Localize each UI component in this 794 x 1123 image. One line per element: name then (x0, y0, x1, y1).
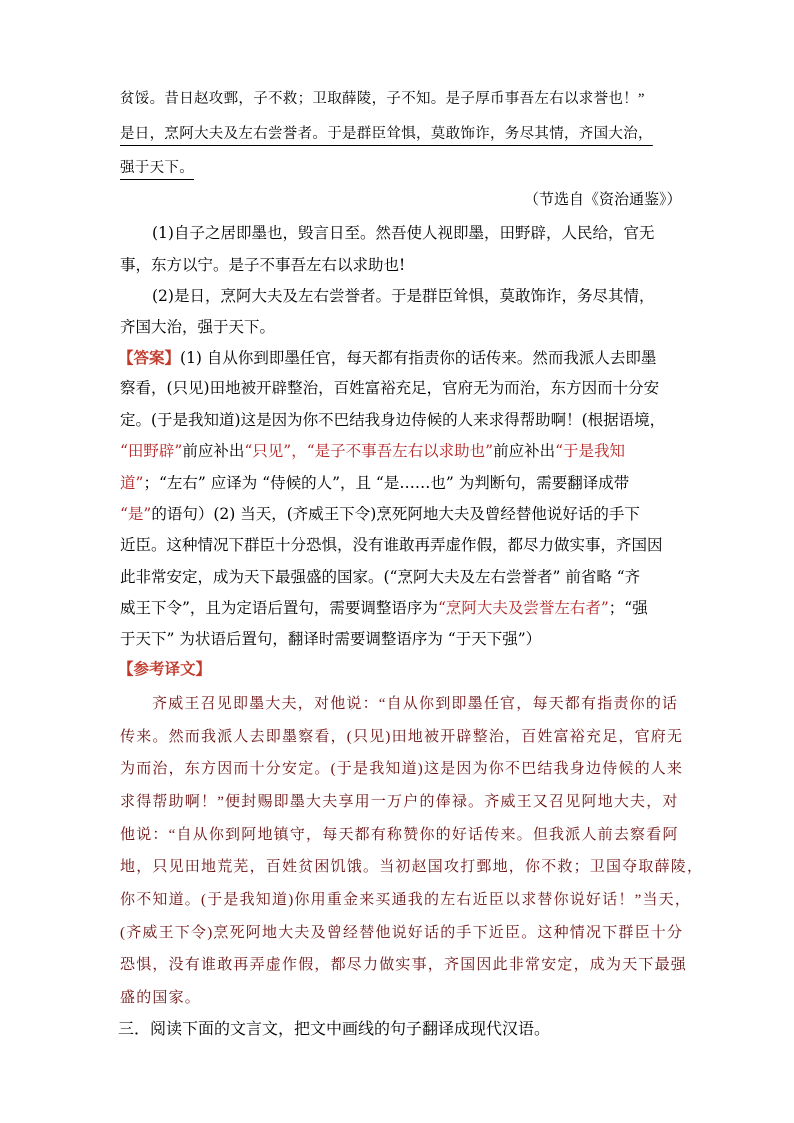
question-2-line-2: 齐国大治，强于天下。 (120, 318, 276, 336)
reference-line-5: 他说：“自从你到阿地镇守，每天都有称赞你的好话传来。但我派人前去察看阿 (120, 827, 679, 843)
question-1-line-2: 事，东方以宁。是子不事吾左右以求助也! (120, 256, 406, 274)
passage-source: （节选自《资治通鉴》） (524, 190, 682, 208)
answer-highlight: “是” (120, 505, 152, 523)
passage-line-1: 贫馁。昔日赵攻鄄，子不救；卫取薛陵，子不知。是子厚币事吾左右以求誉也！” (120, 91, 645, 107)
answer-text: 前应补出 (493, 442, 556, 460)
answer-line-7: 近臣。这种情况下群臣十分恐惧，没有谁敢再弄虚作假，都尽力做实事，齐国因 (120, 536, 663, 554)
reference-line-8: (齐威王下令)烹死阿地大夫及曾经替他说好话的手下近臣。这种情况下群臣十分 (120, 925, 684, 941)
answer-highlight: “田野辟” (120, 442, 183, 460)
reference-line-7: 你不知道。(于是我知道)你用重金来买通我的左右近臣以求替你说好话！”当天， (120, 892, 692, 908)
reference-line-9: 恐惧，没有谁敢再弄虚作假，都尽力做实事，齐国因此非常安定，成为天下最强 (120, 957, 688, 973)
reference-line-10: 盛的国家。 (120, 990, 202, 1006)
reference-line-3: 为而治，东方因而十分安定。(于是我知道)这是因为你不巴结我身边侍候的人来 (120, 761, 684, 777)
question-1-line-1: (1)自子之居即墨也，毁言日至。然吾使人视即墨，田野辟，人民给，官无 (152, 224, 655, 242)
answer-label: 【答案】 (118, 348, 181, 367)
answer-text: (1) 自从你到即墨任官，每天都有指责你的话传来。然而我派人去即墨 (180, 349, 657, 367)
reference-line-2: 传来。然而我派人去即墨察看，(只见)田地被开辟整治，百姓富裕充足，官府无 (120, 729, 684, 745)
answer-highlight: “于是我知 (555, 442, 626, 460)
answer-line-1 (118, 350, 656, 367)
passage-line-2-underlined: 是日，烹阿大夫及左右尝誉者。于是群臣耸惧，莫敢饰诈，务尽其情，齐国大治， (120, 126, 653, 142)
answer-line-10: 于天下” 为状语后置句，翻译时需要调整语序为 “于天下强”） (120, 630, 542, 648)
answer-text: 前应补出 (182, 442, 245, 460)
section-3-heading: 三．阅读下面的文言文，把文中画线的句子翻译成现代汉语。 (118, 1019, 551, 1038)
reference-label: 【参考译文】 (118, 659, 212, 678)
answer-line-8: 此非常安定，成为天下最强盛的国家。(“烹阿大夫及左右尝誉者” 前省略 “齐 (120, 568, 641, 586)
answer-line-2: 察看，(只见)田地被开辟整治，百姓富裕充足，官府无为而治，东方因而十分安 (120, 379, 660, 397)
reference-line-4: 求得帮助啊！”便封赐即墨大夫享用一万户的俸禄。齐威王又召见阿地大夫，对 (120, 794, 679, 810)
question-2-line-1: (2)是日，烹阿大夫及左右尝誉者。于是群臣耸惧，莫敢饰诈，务尽其情， (152, 287, 655, 305)
answer-text: 的语句）(2) 当天，(齐威王下令)烹死阿地大夫及曾经替他说好话的手下 (151, 505, 640, 523)
answer-line-5 (120, 476, 629, 492)
answer-line-3: 定。(于是我知道)这是因为你不巴结我身边侍候的人来求得帮助啊！(根据语境， (120, 411, 666, 429)
answer-line-9 (120, 601, 648, 617)
answer-text: ；“强 (608, 599, 648, 617)
passage-line-3-underlined: 强于天下。 (120, 160, 194, 176)
answer-line-6 (120, 507, 640, 523)
answer-highlight: “烹阿大夫及尝誉左右者” (437, 599, 609, 617)
answer-highlight: 道” (120, 474, 144, 492)
answer-line-4 (120, 444, 625, 460)
answer-text: ；“左右” 应译为 “侍候的人”，且 “是……也” 为判断句，需要翻译成带 (143, 474, 630, 492)
answer-highlight: “只见”，“是子不事吾左右以求助也” (244, 442, 494, 460)
answer-text: 威王下令”，且为定语后置句，需要调整语序为 (120, 599, 438, 617)
reference-line-6: 地，只见田地荒芜，百姓贫困饥饿。当初赵国攻打鄄地，你不救；卫国夺取薛陵， (120, 859, 704, 875)
reference-line-1: 齐威王召见即墨大夫，对他说：“自从你到即墨任官，每天都有指责你的话 (152, 696, 679, 712)
